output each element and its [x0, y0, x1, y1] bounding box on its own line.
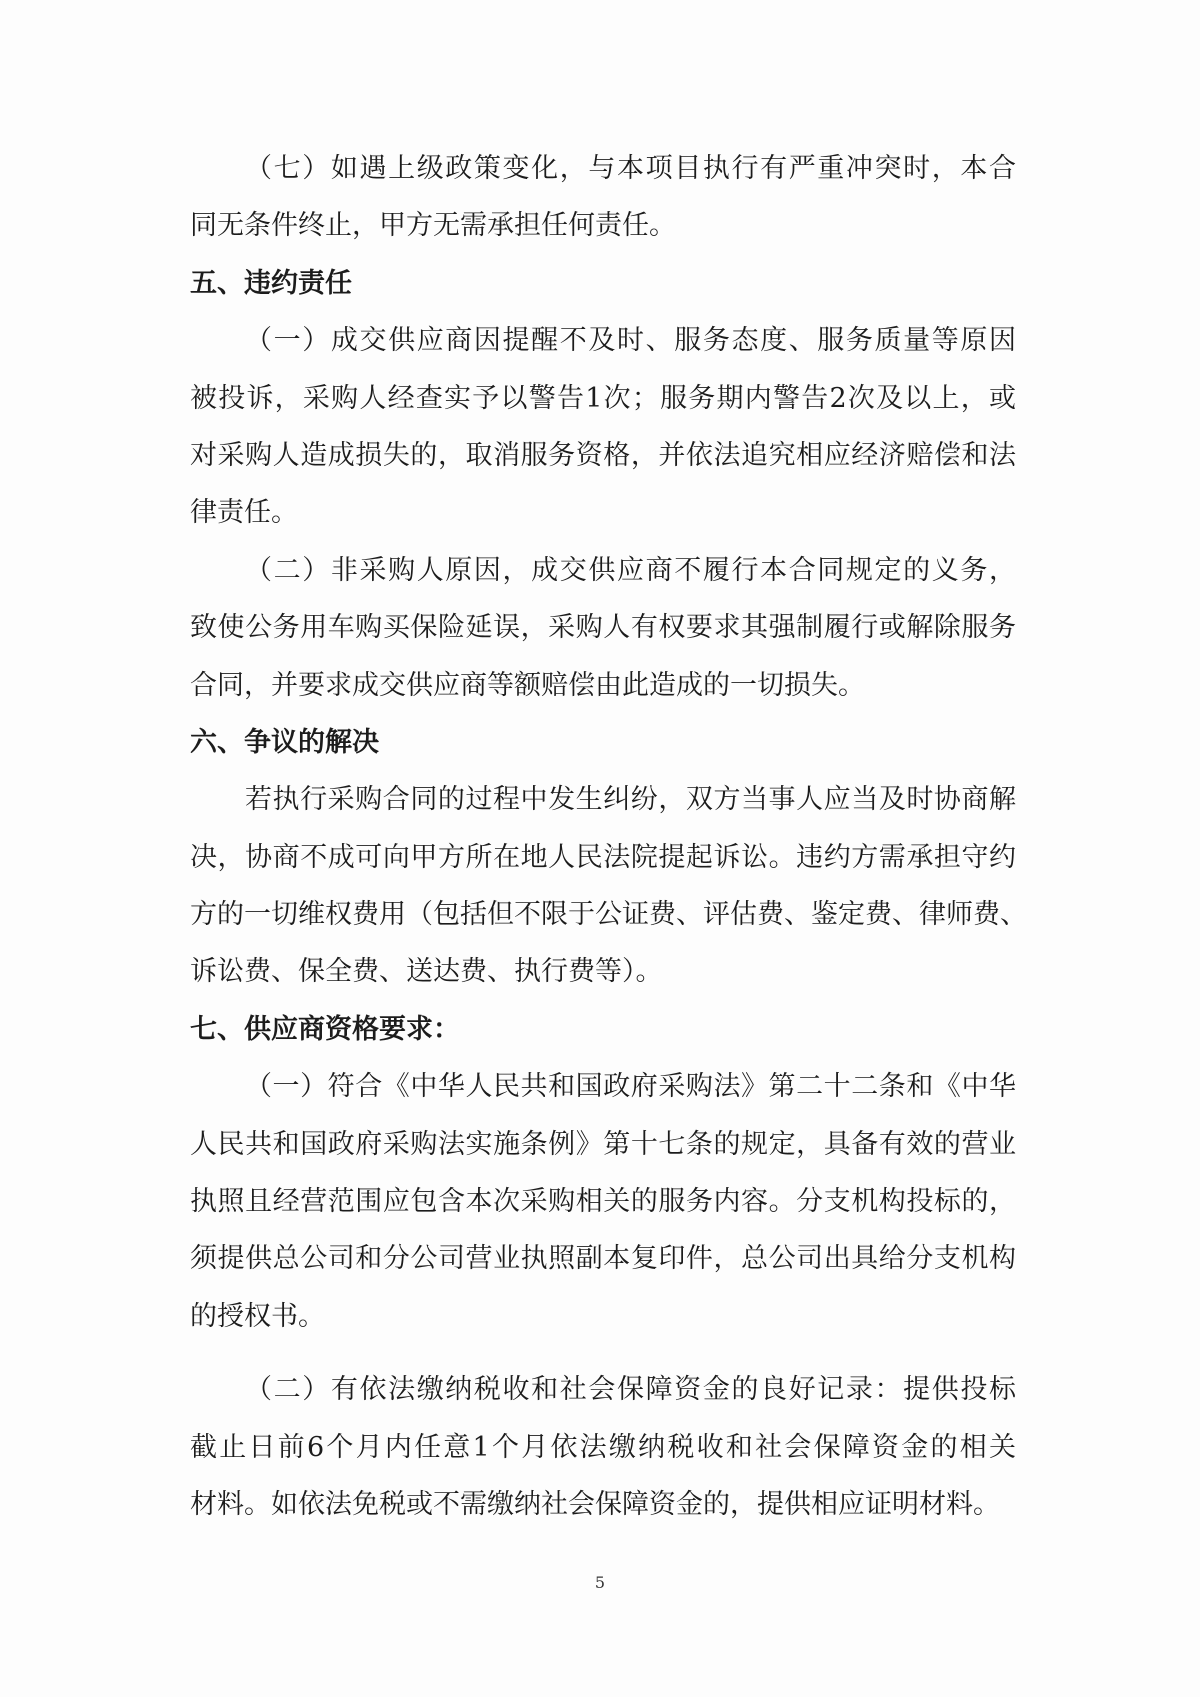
- paragraph-gap: [190, 1345, 1016, 1361]
- section-heading-supplier-qualifications: 七、供应商资格要求：: [190, 1013, 460, 1045]
- text-line: 截止日前6个月内任意1个月依法缴纳税收和社会保障资金的相关: [190, 1431, 1016, 1463]
- text-line: 诉讼费、保全费、送达费、执行费等）。: [190, 956, 663, 988]
- text-line: （二）非采购人原因，成交供应商不履行本合同规定的义务，: [245, 554, 1016, 586]
- text-line: 人民共和国政府采购法实施条例》第十七条的规定，具备有效的营业: [190, 1128, 1016, 1160]
- text-line: （一）成交供应商因提醒不及时、服务态度、服务质量等原因: [245, 325, 1016, 357]
- text-line: （二）有依法缴纳税收和社会保障资金的良好记录：提供投标: [245, 1374, 1016, 1406]
- text-line: 方的一切维权费用（包括但不限于公证费、评估费、鉴定费、律师费、: [190, 899, 1027, 931]
- paragraph-breach-1: [190, 312, 1016, 542]
- paragraph-breach-2: [190, 542, 1016, 714]
- text-line: 被投诉，采购人经查实予以警告1次；服务期内警告2次及以上，或: [190, 382, 1016, 414]
- document-body: [190, 140, 1027, 1533]
- text-line: 致使公务用车购买保险延误，采购人有权要求其强制履行或解除服务: [190, 612, 1016, 644]
- text-line: 决，协商不成可向甲方所在地人民法院提起诉讼。违约方需承担守约: [190, 841, 1016, 873]
- text-line: 若执行采购合同的过程中发生纠纷，双方当事人应当及时协商解: [245, 784, 1016, 816]
- text-line: 的授权书。: [190, 1300, 325, 1332]
- text-line: （一）符合《中华人民共和国政府采购法》第二十二条和《中华: [245, 1071, 1016, 1103]
- paragraph-dispute: [190, 771, 1027, 1001]
- text-line: 律责任。: [190, 497, 298, 529]
- paragraph-item-7: [190, 140, 1016, 255]
- text-line: 材料。如依法免税或不需缴纳社会保障资金的，提供相应证明材料。: [190, 1488, 1000, 1520]
- text-line: 执照且经营范围应包含本次采购相关的服务内容。分支机构投标的，: [190, 1186, 1016, 1218]
- page-number: 5: [594, 1573, 606, 1592]
- section-heading-dispute-resolution: 六、争议的解决: [190, 726, 379, 758]
- text-line: 对采购人造成损失的，取消服务资格，并依法追究相应经济赔偿和法: [190, 439, 1016, 471]
- text-line: 须提供总公司和分公司营业执照副本复印件，总公司出具给分支机构: [190, 1243, 1016, 1275]
- paragraph-qualification-1: [190, 1058, 1016, 1345]
- paragraph-qualification-2: [190, 1361, 1016, 1533]
- text-line: 同无条件终止，甲方无需承担任何责任。: [190, 210, 676, 242]
- text-line: （七）如遇上级政策变化，与本项目执行有严重冲突时，本合: [245, 153, 1016, 184]
- section-heading-breach-liability: 五、违约责任: [190, 267, 352, 299]
- text-line: 合同，并要求成交供应商等额赔偿由此造成的一切损失。: [190, 669, 865, 701]
